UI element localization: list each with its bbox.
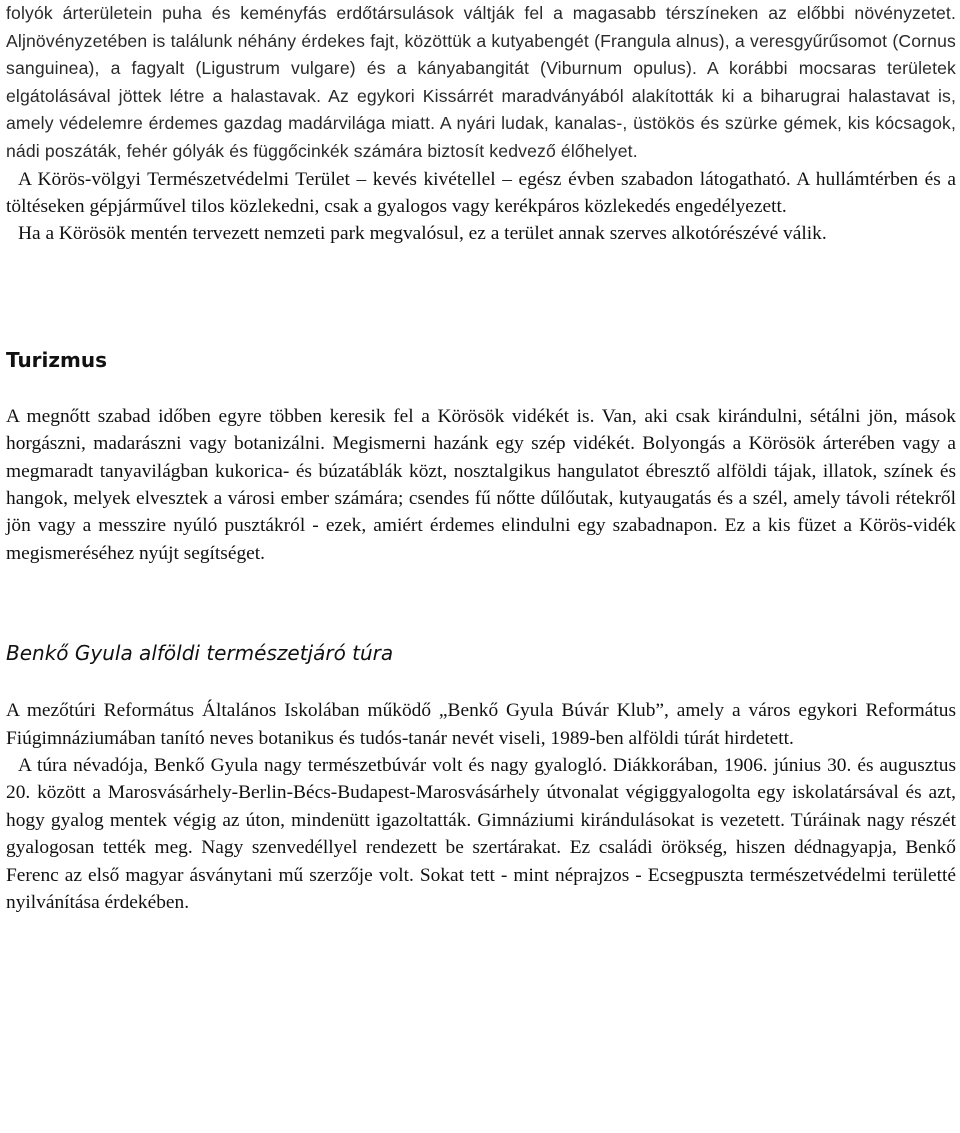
turizmus-paragraph: A megnőtt szabad időben egyre többen keresik fel a Körösök vidékét is. Van, aki csak kirándulni, sétálni jön, mások horgászni, madarászni vagy botanizálni. Megismerni hazánk egy szép vidékét. Bolyongás a Körösök árterében vagy a megmaradt tanyavilágban kukorica- és búzatáblák közt, nosztalgikus hangulatot ébresztő alföldi tájak, illatok, színek és hangok, melyek elvesztek a városi ember számára; csendes fű nőtte dűlőutak, kutyaugatás és a szél, amely távoli rétekről jön vagy a messzire nyúló pusztákról - ezek, amiért érdemes elindulni egy szabadnapon. Ez a kis füzet a Körös-vidék megismeréséhez nyújt segítséget. xyxy=(6,405,956,564)
spacer xyxy=(6,248,956,346)
benko-paragraph-biography: A túra névadója, Benkő Gyula nagy természetbúvár volt és nagy gyalogló. Diákkorában, 1906. június 30. és augusztus 20. között a Marosvásárhely-Berlin-Bécs-Budapest-Marosvásárhely útvonalat végiggyalogolta egy iskolatársával és azt, hogy gyalog mentek végig az úton, mindenütt igazoltatták. Gimnáziumi kirándulásokat is vezetett. Túráinak nagy részét gyalogosan tették meg. Nagy szenvedéllyel rendezett be szertárakat. Ez családi örökség, hiszen dédnagyapja, Benkő Ferenc az első magyar ásványtani mű szerzője volt. Sokat tett - mint néprajzos - Ecsegpuszta természetvédelmi területté nyilvánítása érdekében. xyxy=(6,755,956,914)
section-heading-benko-tura: Benkő Gyula alföldi természetjáró túra xyxy=(6,641,394,666)
section-heading-turizmus: Turizmus xyxy=(6,347,108,372)
intro-paragraph-national-park: Ha a Körösök mentén tervezett nemzeti park megvalósul, ez a terület annak szerves alkotórészévé válik. xyxy=(18,223,827,245)
spacer xyxy=(6,667,956,697)
spacer xyxy=(6,567,956,639)
document-page xyxy=(6,0,956,916)
intro-paragraph-visiting: A Körös-völgyi Természetvédelmi Terület – kevés kivétellel – egész évben szabadon látogatható. A hullámtérben és a töltéseken gépjárművel tilos közlekedni, csak a gyalogos vagy kerékpáros közlekedés engedélyezett. xyxy=(6,168,956,217)
intro-paragraph-forests: folyók árterületein puha és keményfás erdőtársulások váltják fel a magasabb térszíneken az előbbi növényzetet. Aljnövényzetében is találunk néhány érdekes fajt, közöttük a kutyabengét (Frangula alnus), a veresgyűrűsomot (Cornus sanguinea), a fagyalt (Ligustrum vulgare) és a kányabangitát (Viburnum opulus). A korábbi mocsaras területek elgátolásával jöttek létre a halastavak. Az egykori Kissárrét maradványából alakították ki a biharugrai halastavat is, amely védelemre érdemes gazdag madárvilága miatt. A nyári ludak, kanalas-, üstökös és szürke gémek, kis kócsagok, nádi poszáták, fehér gólyák és függőcinkék számára biztosít kedvező élőhelyet. xyxy=(6,3,956,161)
benko-paragraph-club: A mezőtúri Református Általános Iskolában működő „Benkő Gyula Búvár Klub”, amely a város egykori Református Fiúgimnáziumában tanító neves botanikus és tudós-tanár nevét viseli, 1989-ben alföldi túrát hirdetett. xyxy=(6,700,956,749)
spacer xyxy=(6,374,956,403)
